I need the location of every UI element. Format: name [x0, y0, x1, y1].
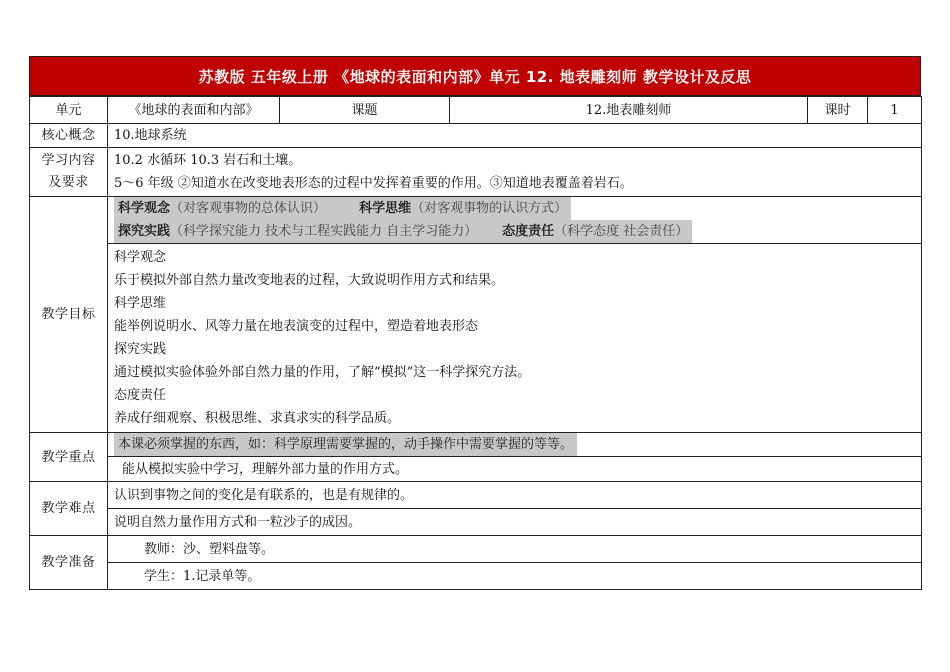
legend-attitude-responsibility: 态度责任	[502, 224, 555, 239]
legend-science-concept-desc: （对客观事物的总体认识）	[170, 201, 327, 216]
difficulties-row-1	[30, 482, 922, 509]
legend-attitude-responsibility-desc: （科学态度 社会责任）	[554, 224, 689, 239]
content-label-line2: 及要求	[48, 175, 89, 190]
legend-science-thinking-desc: （对客观事物的认识方式）	[411, 201, 568, 216]
preparation-row-2	[30, 563, 922, 590]
unit-value: 《地球的表面和内部》	[108, 97, 280, 124]
period-value: 1	[868, 97, 922, 124]
legend-highlight-1	[114, 197, 571, 220]
lesson-value: 12.地表雕刻师	[450, 97, 808, 124]
preparation-teacher-cell	[108, 536, 922, 563]
content-label-line1: 学习内容	[41, 153, 96, 168]
core-concept-label: 核心概念	[30, 124, 108, 148]
preparation-row-1	[30, 536, 922, 563]
legend-inquiry-practice-desc: （科学探究能力 技术与工程实践能力 自主学习能力）	[170, 224, 478, 239]
legend-highlight-2	[114, 220, 692, 243]
objective-line: 能举例说明水、风等力量在地表演变的过程中，塑造着地表形态	[114, 319, 479, 334]
objectives-legend	[108, 197, 922, 244]
content-line1: 10.2 水循环 10.3 岩石和土壤。	[114, 153, 302, 168]
content-cell	[108, 148, 922, 197]
legend-inquiry-practice: 探究实践	[118, 224, 171, 239]
core-concept-value: 10.地球系统	[108, 124, 922, 148]
key-points-row	[30, 457, 922, 482]
objective-line: 通过模拟实验体验外部自然力量的作用，了解“模拟”这一科学探究方法。	[114, 365, 531, 380]
objective-line: 科学思维	[114, 296, 167, 311]
preparation-teacher: 教师：沙、塑料盘等。	[144, 541, 275, 557]
content-line2: 5～6 年级 ②知道水在改变地表形态的过程中发挥着重要的作用。③知道地表覆盖着岩石。	[114, 176, 633, 191]
difficulties-line1: 认识到事物之间的变化是有联系的，也是有规律的。	[108, 482, 922, 509]
legend-line1	[114, 197, 915, 220]
key-points-note-cell	[108, 433, 922, 457]
objective-line: 乐于模拟外部自然力量改变地表的过程，大致说明作用方式和结果。	[114, 273, 505, 288]
key-points-note: 本课必须掌握的东西，如：科学原理需要掌握的，动手操作中需要掌握的等等。	[114, 433, 577, 456]
objectives-label: 教学目标	[30, 197, 108, 433]
objectives-content	[108, 244, 922, 433]
key-points-note-row	[30, 433, 922, 457]
document-title: 苏教版 五年级上册 《地球的表面和内部》单元 12. 地表雕刻师 教学设计及反思	[29, 56, 921, 96]
objectives-legend-row	[30, 197, 922, 244]
legend-science-concept: 科学观念	[118, 201, 171, 216]
key-points-value: 能从模拟实验中学习，理解外部力量的作用方式。	[122, 461, 409, 477]
difficulties-row-2	[30, 509, 922, 536]
key-points-label: 教学重点	[30, 433, 108, 482]
objective-line: 养成仔细观察、积极思维、求真求实的科学品质。	[114, 411, 401, 426]
legend-line2	[114, 220, 915, 243]
objectives-content-row	[30, 244, 922, 433]
difficulties-line2: 说明自然力量作用方式和一粒沙子的成因。	[108, 509, 922, 536]
content-label	[30, 148, 108, 197]
header-row	[30, 97, 922, 124]
lesson-label: 课题	[280, 97, 450, 124]
content-row	[30, 148, 922, 197]
objective-line: 科学观念	[114, 250, 167, 265]
preparation-student-cell	[108, 563, 922, 590]
preparation-student: 学生：1.记录单等。	[144, 568, 261, 584]
core-concept-row	[30, 124, 922, 148]
lesson-plan-sheet	[29, 56, 921, 590]
objective-line: 态度责任	[114, 388, 167, 403]
lesson-plan-table	[29, 96, 922, 590]
difficulties-label: 教学难点	[30, 482, 108, 536]
period-label: 课时	[808, 97, 868, 124]
key-points-cell	[108, 457, 922, 482]
unit-label: 单元	[30, 97, 108, 124]
preparation-label: 教学准备	[30, 536, 108, 590]
legend-science-thinking: 科学思维	[359, 201, 412, 216]
objective-line: 探究实践	[114, 342, 167, 357]
